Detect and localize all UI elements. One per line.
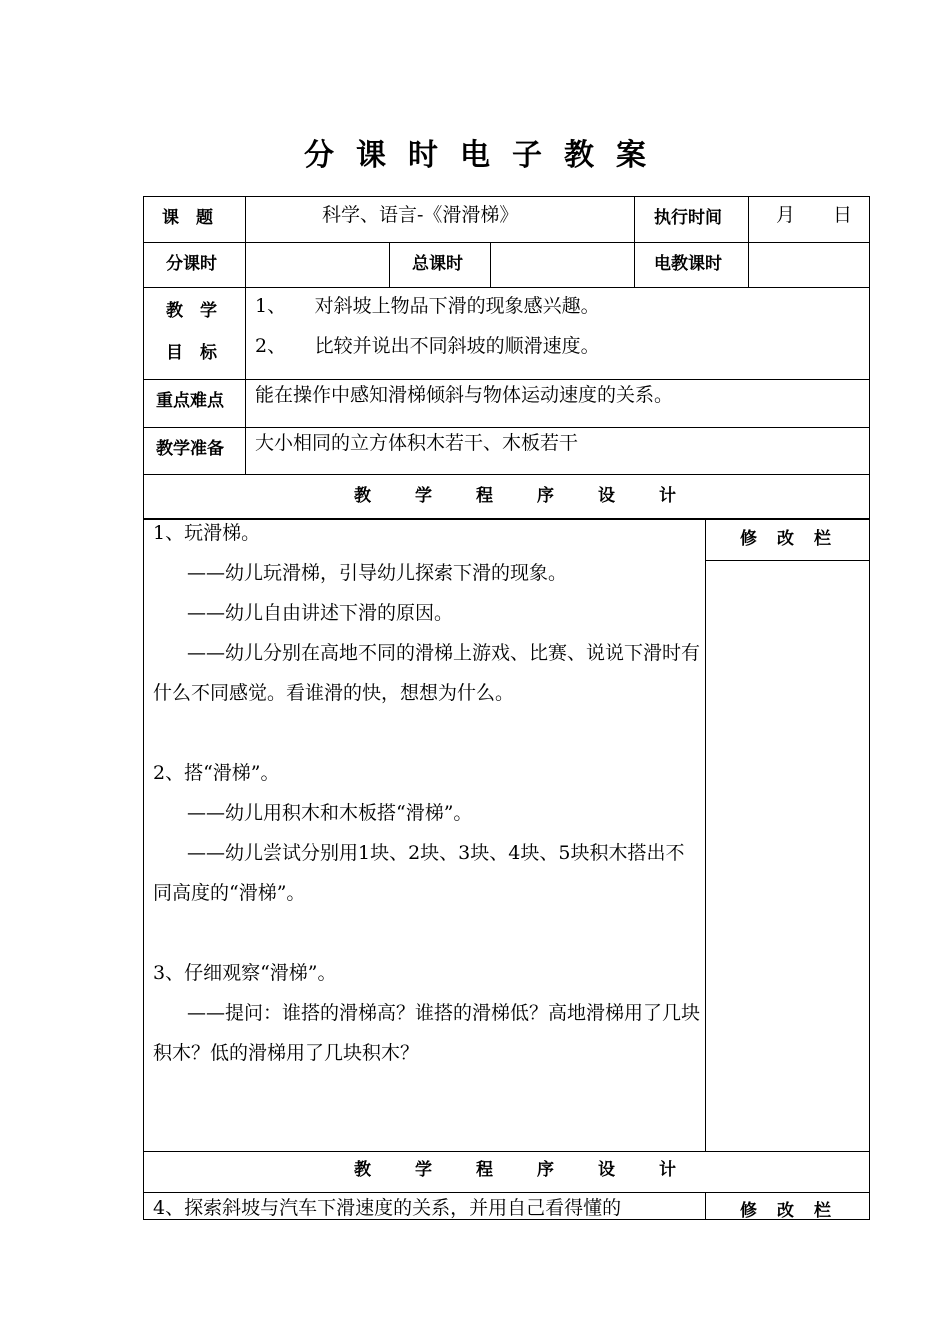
total-periods-label: 总课时 — [412, 254, 463, 274]
key-points-label: 重点难点 — [156, 391, 224, 411]
section-header-2: 教学程序设计 — [354, 1160, 720, 1180]
goal-item: 1、 对斜坡上物品下滑的现象感兴趣。 — [255, 295, 600, 317]
topic-value: 科学、语言-《滑滑梯》 — [322, 204, 519, 226]
step-line: ——幼儿玩滑梯，引导幼儿探索下滑的现象。 — [187, 562, 568, 584]
page-title: 分课时电子教案 — [304, 138, 668, 173]
topic-label: 课 题 — [162, 208, 213, 228]
step-line: ——幼儿尝试分别用1块、2块、3块、4块、5块积木搭出不同高度的“滑梯”。 — [153, 842, 685, 904]
prep-value: 大小相同的立方体积木若干、木板若干 — [255, 432, 579, 454]
goals-label-line2: 目 标 — [166, 343, 217, 363]
step-line: ——提问：谁搭的滑梯高？谁搭的滑梯低？高地滑梯用了几块积木？低的滑梯用了几块积木？ — [153, 1002, 701, 1064]
step-heading: 4、探索斜坡与汽车下滑速度的关系，并用自己看得懂的 — [153, 1197, 622, 1219]
revision-column-label: 修改栏 — [740, 529, 851, 549]
step-line: ——幼儿分别在高地不同的滑梯上游戏、比赛、说说下滑时有什么不同感觉。看谁滑的快，想想为什么。 — [153, 642, 701, 704]
revision-column-label-2: 修改栏 — [740, 1201, 851, 1221]
goals-label-line1: 教 学 — [166, 301, 217, 321]
step-heading: 3、仔细观察“滑梯”。 — [153, 962, 337, 984]
key-points-value: 能在操作中感知滑梯倾斜与物体运动速度的关系。 — [255, 384, 674, 406]
goal-item: 2、 比较并说出不同斜坡的顺滑速度。 — [255, 335, 600, 357]
step-line: ——幼儿自由讲述下滑的原因。 — [187, 602, 454, 624]
section-header: 教学程序设计 — [354, 486, 720, 506]
period-label: 分课时 — [166, 254, 217, 274]
prep-label: 教学准备 — [156, 439, 224, 459]
step-line: ——幼儿用积木和木板搭“滑梯”。 — [187, 802, 473, 824]
exec-time-value: 月 日 — [776, 204, 853, 226]
media-periods-label: 电教课时 — [654, 254, 722, 274]
step-heading: 2、搭“滑梯”。 — [153, 762, 280, 784]
step-heading: 1、玩滑梯。 — [153, 522, 261, 544]
exec-time-label: 执行时间 — [654, 208, 722, 228]
procedure-content — [153, 513, 701, 1073]
